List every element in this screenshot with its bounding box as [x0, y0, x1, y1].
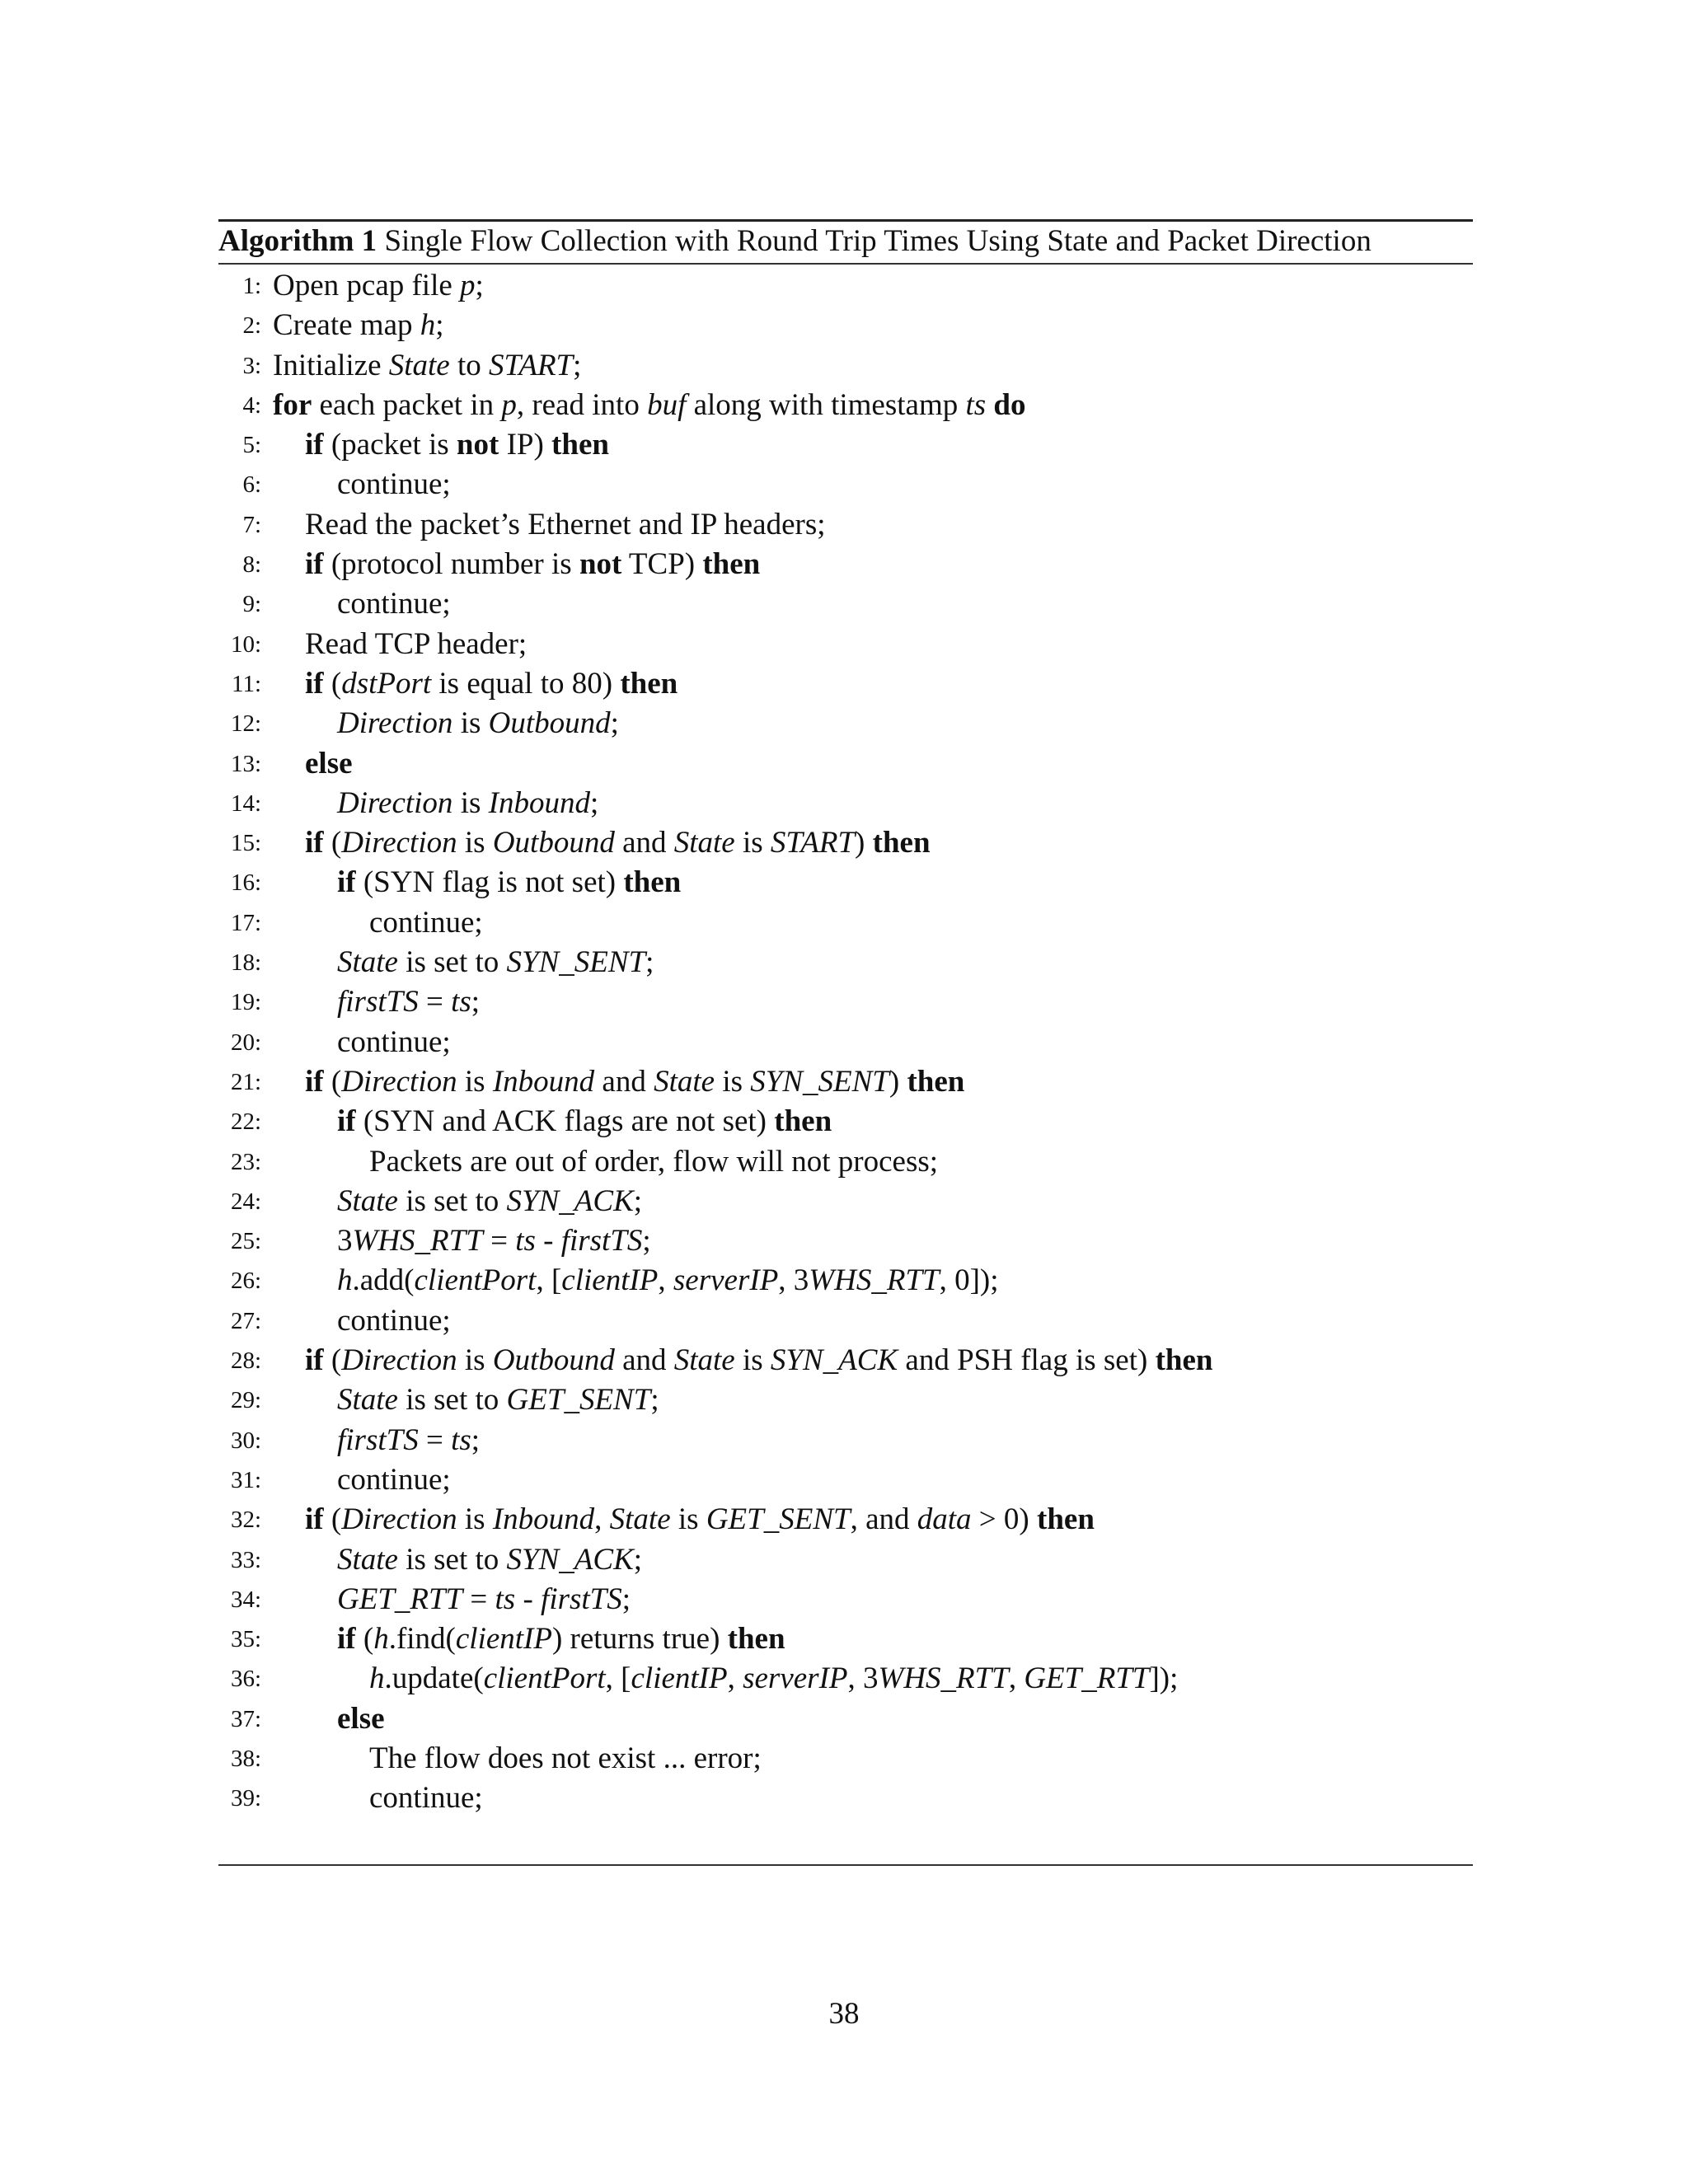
line-number: 25:: [230, 1228, 261, 1255]
algorithm-line: [218, 584, 1473, 624]
code-text: Packets are out of order, flow will not process;: [369, 1144, 939, 1179]
line-code: [337, 1619, 785, 1659]
algorithm-line: [218, 306, 1473, 345]
code-text: .add(: [352, 1263, 415, 1298]
keyword: not: [456, 428, 499, 462]
algorithm-line: [218, 386, 1473, 425]
code-text: , [: [605, 1661, 631, 1696]
code-text: ;: [573, 348, 582, 382]
variable: START: [770, 826, 856, 860]
code-text: ;: [471, 1422, 481, 1457]
variable: Direction: [341, 1502, 457, 1537]
algorithm-line: [218, 1023, 1473, 1062]
code-text: is: [670, 1502, 706, 1537]
code-text: and: [614, 826, 674, 860]
keyword: else: [305, 746, 353, 780]
line-number: 21:: [230, 1068, 261, 1095]
line-code: [337, 1421, 480, 1460]
line-code: [305, 664, 678, 704]
code-text: is: [457, 826, 493, 860]
variable: h: [337, 1263, 353, 1298]
variable: State: [337, 1542, 398, 1577]
code-text: ;: [645, 945, 654, 980]
keyword: if: [305, 826, 324, 860]
variable: GET_RTT: [1024, 1661, 1150, 1696]
keyword: not: [579, 547, 622, 582]
line-code: [337, 465, 451, 504]
variable: Outbound: [492, 1343, 615, 1378]
variable: WHS_RTT: [809, 1263, 940, 1298]
line-number: 15:: [230, 830, 261, 857]
algorithm-line: [218, 1580, 1473, 1619]
algorithm-line: [218, 1699, 1473, 1739]
variable: State: [388, 348, 450, 382]
variable: serverIP: [673, 1263, 779, 1298]
code-text: each packet in: [312, 387, 502, 422]
keyword: else: [337, 1701, 385, 1736]
line-code: [337, 943, 654, 982]
algorithm-label: Algorithm 1: [218, 224, 377, 258]
code-text: Create map: [273, 308, 420, 343]
algorithm-line: [218, 1182, 1473, 1221]
code-text: ;: [621, 1582, 631, 1616]
line-number: 3:: [242, 352, 261, 379]
line-code: [337, 1102, 832, 1141]
variable: clientIP: [561, 1263, 659, 1298]
code-text: ;: [589, 785, 599, 820]
algorithm-line: [218, 1341, 1473, 1380]
code-text: , and: [850, 1502, 917, 1537]
variable: WHS_RTT: [878, 1661, 1009, 1696]
keyword: if: [305, 1343, 324, 1378]
code-text: ,: [658, 1263, 673, 1298]
variable: START: [489, 348, 574, 382]
variable: ts: [495, 1582, 516, 1616]
code-text: ;: [633, 1183, 643, 1218]
line-number: 9:: [242, 591, 261, 618]
code-text: (: [323, 826, 342, 860]
code-text: (protocol number is: [323, 547, 579, 582]
variable: Outbound: [492, 826, 615, 860]
line-number: 1:: [242, 273, 261, 299]
line-code: [337, 1580, 631, 1619]
code-text: along with timestamp: [686, 387, 966, 422]
line-number: 26:: [230, 1268, 261, 1295]
line-number: 12:: [230, 710, 261, 738]
line-code: [305, 823, 931, 863]
code-text: , 3: [778, 1263, 809, 1298]
keyword: for: [273, 387, 312, 422]
line-number: 10:: [230, 630, 261, 658]
code-text: ,: [727, 1661, 743, 1696]
code-text: Read the packet’s Ethernet and IP headers;: [305, 507, 826, 541]
variable: State: [337, 1383, 398, 1418]
variable: Direction: [337, 706, 453, 741]
line-code: [337, 1023, 451, 1062]
variable: h: [373, 1622, 389, 1657]
variable: SYN_ACK: [506, 1542, 634, 1577]
variable: clientPort: [483, 1661, 606, 1696]
keyword: if: [305, 428, 324, 462]
code-text: and: [594, 1064, 654, 1099]
algorithm-lines: [218, 265, 1473, 1819]
algorithm-line: [218, 744, 1473, 784]
code-text: is equal to 80): [431, 666, 621, 701]
algorithm-line: [218, 1540, 1473, 1580]
variable: Inbound: [492, 1064, 595, 1099]
variable: data: [917, 1502, 972, 1537]
line-number: 19:: [230, 989, 261, 1016]
line-number: 32:: [230, 1507, 261, 1534]
line-code: [337, 982, 480, 1022]
variable: Direction: [337, 785, 453, 820]
code-text: .find(: [388, 1622, 456, 1657]
line-code: [305, 505, 826, 545]
variable: SYN_SENT: [506, 945, 646, 980]
code-text: , 0]);: [939, 1263, 999, 1298]
line-number: 23:: [230, 1148, 261, 1175]
bottom-rule: [218, 1864, 1473, 1866]
code-text: > 0): [971, 1502, 1037, 1537]
line-number: 8:: [242, 551, 261, 579]
code-text: Initialize: [273, 348, 389, 382]
code-text: is: [452, 706, 489, 741]
line-code: [273, 306, 444, 345]
algorithm-line: [218, 903, 1473, 943]
line-number: 34:: [230, 1586, 261, 1613]
line-code: [337, 1182, 642, 1221]
algorithm-caption: [218, 222, 1473, 263]
variable: clientIP: [455, 1622, 552, 1657]
variable: p: [460, 269, 476, 302]
algorithm-line: [218, 1301, 1473, 1341]
algorithm-line: [218, 1659, 1473, 1699]
algorithm-line: [218, 545, 1473, 584]
keyword: then: [774, 1104, 832, 1139]
line-number: 35:: [230, 1626, 261, 1653]
algorithm-line: [218, 784, 1473, 823]
line-code: [305, 1341, 1212, 1380]
code-text: ,: [594, 1502, 610, 1537]
line-number: 4:: [242, 391, 261, 419]
code-text: (: [323, 666, 342, 701]
line-number: 29:: [230, 1387, 261, 1414]
algorithm-line: [218, 625, 1473, 664]
line-number: 20:: [230, 1029, 261, 1056]
code-text: , [: [536, 1263, 562, 1298]
line-number: 38:: [230, 1745, 261, 1772]
variable: Direction: [341, 1064, 457, 1099]
line-number: 31:: [230, 1466, 261, 1493]
line-number: 16:: [230, 869, 261, 897]
algorithm-line: [218, 1062, 1473, 1102]
variable: Direction: [341, 1343, 457, 1378]
code-text: (packet is: [323, 428, 457, 462]
code-text: to: [449, 348, 490, 382]
variable: ts: [451, 1422, 471, 1457]
code-text: continue;: [337, 1462, 451, 1497]
variable: buf: [647, 387, 687, 422]
keyword: if: [337, 865, 356, 900]
code-text: is set to: [397, 1542, 507, 1577]
keyword: then: [907, 1064, 965, 1099]
variable: serverIP: [743, 1661, 848, 1696]
line-number: 6:: [242, 471, 261, 499]
algorithm-line: [218, 1142, 1473, 1182]
code-text: (: [323, 1343, 342, 1378]
code-text: =: [418, 1422, 452, 1457]
variable: h: [420, 308, 436, 343]
variable: ts: [965, 387, 987, 422]
line-code: [305, 744, 353, 784]
line-number: 33:: [230, 1546, 261, 1573]
algorithm-line: [218, 1261, 1473, 1301]
code-text: ;: [475, 269, 484, 302]
algorithm-line: [218, 425, 1473, 465]
line-number: 18:: [230, 949, 261, 977]
code-text: ;: [642, 1224, 651, 1258]
variable: State: [654, 1064, 715, 1099]
line-number: 27:: [230, 1307, 261, 1334]
variable: clientPort: [414, 1263, 537, 1298]
variable: firstTS: [541, 1582, 622, 1616]
code-text: is: [715, 1064, 751, 1099]
code-text: ,: [1008, 1661, 1025, 1696]
line-code: [337, 1380, 659, 1420]
keyword: then: [623, 865, 682, 900]
code-text: continue;: [337, 587, 451, 621]
code-text: TCP): [621, 547, 703, 582]
line-number: 17:: [230, 909, 261, 936]
code-text: is: [734, 826, 771, 860]
line-code: [369, 1142, 938, 1182]
algorithm-line: [218, 704, 1473, 743]
variable: State: [609, 1502, 671, 1537]
variable: firstTS: [337, 1422, 419, 1457]
code-text: continue;: [337, 1024, 451, 1059]
variable: SYN_ACK: [506, 1183, 634, 1218]
line-number: 36:: [230, 1666, 261, 1693]
keyword: then: [551, 428, 609, 462]
code-text: ;: [610, 706, 619, 741]
variable: h: [369, 1661, 385, 1696]
algorithm-line: [218, 1779, 1473, 1818]
variable: ts: [515, 1224, 536, 1258]
line-code: [273, 346, 581, 386]
variable: State: [337, 1183, 398, 1218]
line-code: [305, 545, 760, 584]
line-number: 22:: [230, 1108, 261, 1136]
code-text: continue;: [369, 905, 483, 940]
keyword: then: [1155, 1343, 1213, 1378]
line-code: [305, 1062, 964, 1102]
line-number: 30:: [230, 1427, 261, 1454]
algorithm-line: [218, 943, 1473, 982]
line-code: [337, 863, 681, 902]
algorithm-line: [218, 1102, 1473, 1141]
keyword: if: [305, 1064, 324, 1099]
code-text: 3: [337, 1224, 353, 1258]
algorithm-line: [218, 1380, 1473, 1420]
code-text: and: [614, 1343, 674, 1378]
variable: Inbound: [492, 1502, 595, 1537]
algorithm-line: [218, 505, 1473, 545]
code-text: -: [515, 1582, 542, 1616]
variable: Outbound: [488, 706, 611, 741]
line-code: [337, 584, 451, 624]
algorithm-line: [218, 1500, 1473, 1540]
line-number: 37:: [230, 1705, 261, 1732]
keyword: then: [702, 547, 761, 582]
code-text: The flow does not exist ... error;: [369, 1741, 762, 1775]
algorithm-line: [218, 346, 1473, 386]
code-text: (: [355, 1622, 374, 1657]
algorithm-line: [218, 1739, 1473, 1779]
algorithm-line: [218, 863, 1473, 902]
code-text: ;: [435, 308, 444, 343]
line-number: 39:: [230, 1785, 261, 1812]
code-text: and PSH flag is set): [898, 1343, 1156, 1378]
variable: ts: [451, 985, 471, 1019]
algorithm-line: [218, 1221, 1473, 1261]
line-code: [305, 1500, 1095, 1540]
line-code: [337, 1460, 451, 1500]
line-code: [305, 425, 609, 465]
line-number: 11:: [232, 670, 261, 697]
line-number: 13:: [230, 750, 261, 777]
line-number: 5:: [242, 432, 261, 459]
code-text: is: [457, 1343, 493, 1378]
code-text: , read into: [516, 387, 648, 422]
code-text: continue;: [369, 1781, 483, 1816]
line-code: [337, 1301, 451, 1341]
code-text: IP): [499, 428, 552, 462]
algorithm-line: [218, 1619, 1473, 1659]
keyword: if: [337, 1104, 356, 1139]
algorithm-line: [218, 1421, 1473, 1460]
algorithm-block: [218, 219, 1473, 1819]
algorithm-line: [218, 664, 1473, 704]
algorithm-line: [218, 982, 1473, 1022]
code-text: ) returns true): [551, 1622, 728, 1657]
variable: firstTS: [560, 1224, 643, 1258]
variable: GET_SENT: [506, 1383, 651, 1418]
code-text: is set to: [397, 1183, 507, 1218]
line-code: [337, 704, 619, 743]
code-text: ]);: [1149, 1661, 1179, 1696]
code-text: -: [535, 1224, 561, 1258]
code-text: =: [462, 1582, 495, 1616]
code-text: continue;: [337, 1303, 451, 1338]
keyword: then: [872, 826, 931, 860]
line-number: 28:: [230, 1347, 261, 1375]
line-number: 14:: [230, 790, 261, 817]
line-code: [337, 1221, 651, 1261]
keyword: if: [305, 547, 324, 582]
variable: State: [673, 826, 735, 860]
code-text: Open pcap file: [273, 269, 461, 302]
keyword: if: [305, 666, 324, 701]
line-code: [369, 1779, 483, 1818]
code-text: is set to: [397, 945, 507, 980]
algorithm-title: Single Flow Collection with Round Trip Times Using State and Packet Direction: [384, 224, 1372, 258]
algorithm-line: [218, 465, 1473, 504]
code-text: (SYN and ACK flags are not set): [355, 1104, 775, 1139]
variable: GET_RTT: [337, 1582, 463, 1616]
variable: GET_SENT: [706, 1502, 851, 1537]
line-code: [273, 266, 484, 306]
keyword: then: [727, 1622, 785, 1657]
variable: p: [501, 387, 517, 422]
code-text: =: [418, 985, 452, 1019]
line-code: [369, 1739, 762, 1779]
line-code: [369, 1659, 1178, 1699]
line-code: [369, 903, 483, 943]
code-text: =: [482, 1224, 516, 1258]
code-text: (: [323, 1064, 342, 1099]
code-text: is set to: [397, 1383, 507, 1418]
line-code: [337, 1540, 642, 1580]
line-code: [337, 1699, 385, 1739]
algorithm-line: [218, 1460, 1473, 1500]
variable: WHS_RTT: [352, 1224, 483, 1258]
line-code: [305, 625, 527, 664]
code-text: ;: [633, 1542, 643, 1577]
variable: clientIP: [631, 1661, 728, 1696]
algorithm-line: [218, 823, 1473, 863]
code-text: ;: [471, 985, 481, 1019]
code-text: .update(: [384, 1661, 484, 1696]
variable: dstPort: [341, 666, 432, 701]
code-text: ;: [650, 1383, 659, 1418]
code-text: is: [457, 1502, 493, 1537]
keyword: then: [620, 666, 678, 701]
line-number: 24:: [230, 1188, 261, 1215]
code-text: continue;: [337, 467, 451, 502]
page-number: 38: [828, 1997, 860, 2031]
line-number: 2:: [242, 312, 261, 340]
code-text: is: [734, 1343, 771, 1378]
code-text: , 3: [847, 1661, 879, 1696]
keyword: then: [1037, 1502, 1095, 1537]
variable: Inbound: [488, 785, 590, 820]
code-text: is: [457, 1064, 493, 1099]
keyword: if: [305, 1502, 324, 1537]
variable: State: [673, 1343, 735, 1378]
code-text: (: [323, 1502, 342, 1537]
keyword: do: [993, 387, 1026, 422]
code-text: Read TCP header;: [305, 626, 528, 661]
keyword: if: [337, 1622, 356, 1657]
variable: SYN_SENT: [750, 1064, 889, 1099]
code-text: is: [452, 785, 489, 820]
line-code: [273, 386, 1026, 425]
code-text: ): [889, 1064, 907, 1099]
variable: Direction: [341, 826, 457, 860]
variable: firstTS: [337, 985, 419, 1019]
algorithm-line: [218, 266, 1473, 306]
variable: State: [337, 945, 398, 980]
line-number: 7:: [242, 511, 261, 538]
variable: SYN_ACK: [770, 1343, 898, 1378]
line-code: [337, 784, 598, 823]
code-text: (SYN flag is not set): [355, 865, 624, 900]
code-text: ): [855, 826, 873, 860]
line-code: [337, 1261, 999, 1301]
